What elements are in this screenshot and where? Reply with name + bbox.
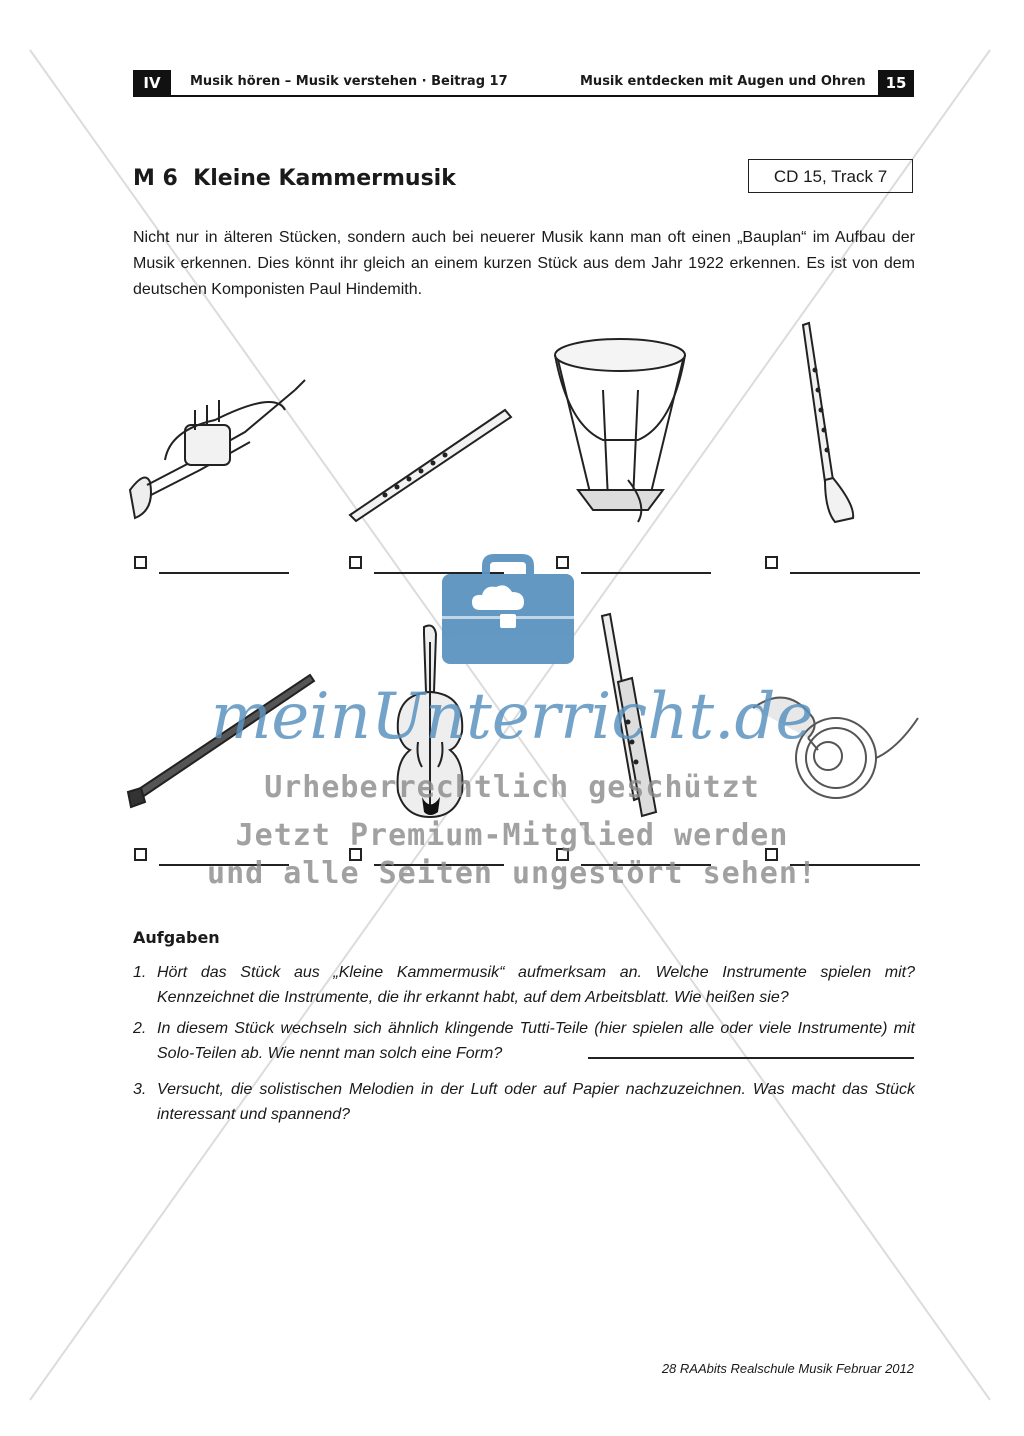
section-number: IV [133,70,171,97]
timpani-icon [548,330,693,525]
watermark-brand: meinUnterricht.de [210,680,814,754]
briefcase-logo-icon [440,552,576,666]
clarinet-icon [795,320,865,525]
checkbox-flute[interactable] [349,556,362,569]
task-2 [133,1016,915,1066]
answer-line-trumpet[interactable] [159,572,289,574]
task-1-text: Hört das Stück aus „Kleine Kammermusik“ aufmerksam an. Welche Instrumente spielen mit? Kennzeichnet die Instrumente, die ihr erkannt habt, auf dem Arbeitsblatt. Wie heißen sie? [157,964,915,1006]
answer-line-form[interactable] [588,1057,914,1059]
task-2-text: In diesem Stück wechseln sich ähnlich klingende Tutti-Teile (hier spielen alle oder viele Instrumente) mit Solo-Teilen ab. Wie nennt man solch eine Form? [157,1020,915,1062]
footer-credit: 28 RAAbits Realschule Musik Februar 2012 [661,1361,914,1376]
trumpet-icon [125,370,310,525]
task-2-number: 2. [133,1020,147,1037]
tasks-heading: Aufgaben [133,928,220,947]
page-number: 15 [878,70,914,97]
task-3 [133,1077,915,1127]
watermark-line-1: Urheberrechtlich geschützt [264,770,760,805]
cd-track-box: CD 15, Track 7 [748,159,913,193]
header-rule [133,95,914,97]
task-3-number: 3. [133,1081,147,1098]
watermark-line-3: und alle Seiten ungestört sehen! [207,856,817,891]
answer-line-timpani[interactable] [581,572,711,574]
flute-icon [345,405,515,523]
page-title: M 6 Kleine Kammermusik [133,166,456,191]
task-1 [133,960,915,1010]
intro-paragraph: Nicht nur in älteren Stücken, sondern auch bei neuerer Musik kann man oft einen „Bauplan“ im Aufbau der Musik erkennen. Dies könnt ihr gleich an einem kurzen Stück aus dem Jahr 1922 erkennen. Es ist von dem deutschen Komponisten Paul Hindemith. [133,229,915,298]
series-title: Musik hören – Musik verstehen · Beitrag 17 [190,74,508,89]
task-3-text: Versucht, die solistischen Melodien in der Luft oder auf Papier nachzuzeichnen. Was macht das Stück interessant und spannend? [157,1081,915,1123]
topic-title: Musik entdecken mit Augen und Ohren [580,74,866,89]
task-1-number: 1. [133,964,147,981]
checkbox-trumpet[interactable] [134,556,147,569]
checkbox-clarinet[interactable] [765,556,778,569]
watermark-line-2: Jetzt Premium-Mitglied werden [235,818,789,853]
answer-line-clarinet[interactable] [790,572,920,574]
